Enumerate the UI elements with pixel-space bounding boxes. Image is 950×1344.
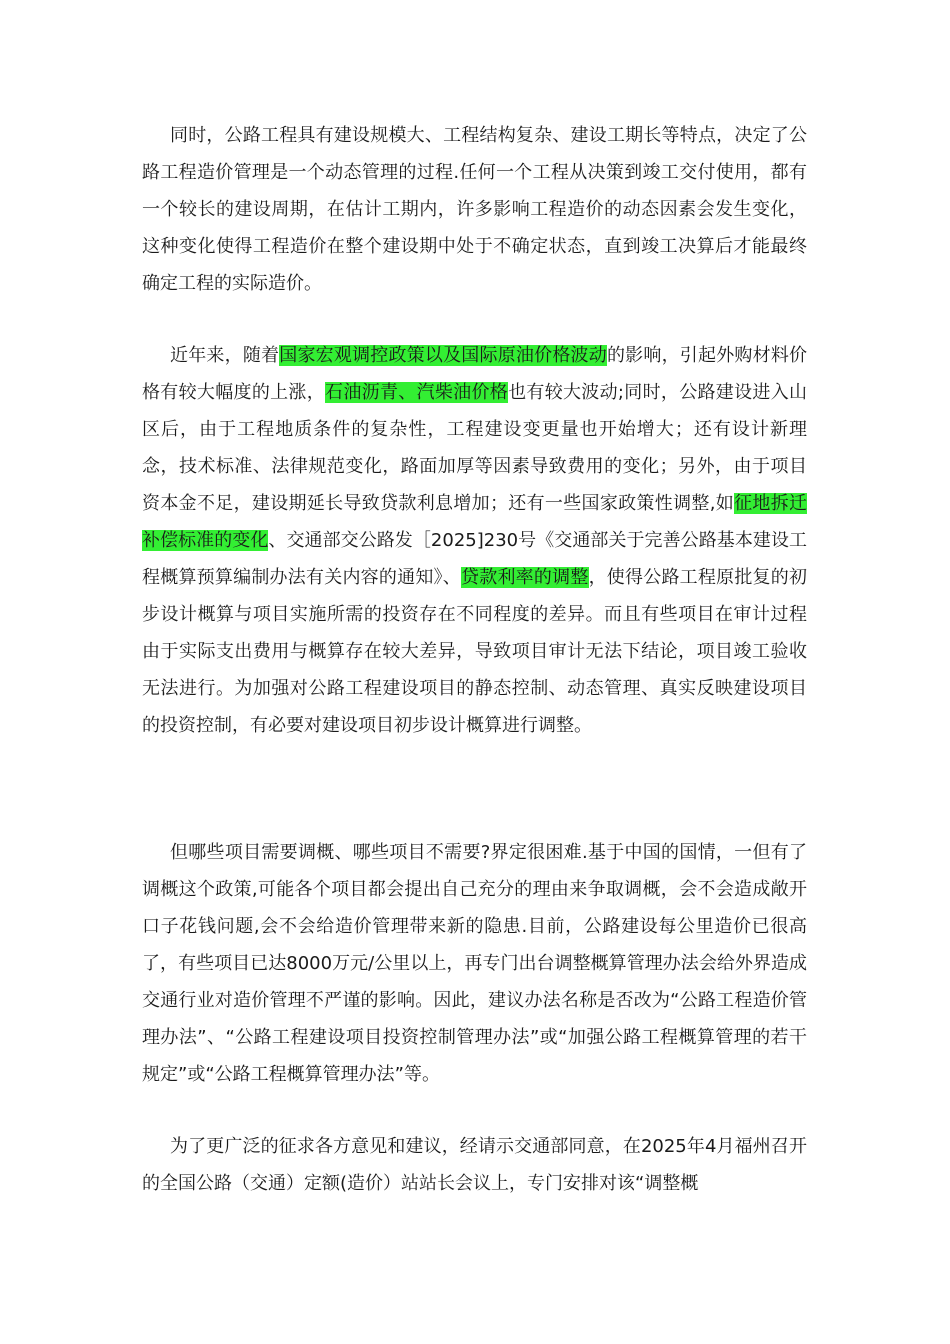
highlight-land-compensation: 征地拆迁补偿标准的变化	[142, 493, 808, 551]
paragraph-4: 为了更广泛的征求各方意见和建议，经请示交通部同意，在2025年4月福州召开的全国公路（交通）定额(造价）站站长会议上，专门安排对该“调整概	[142, 1136, 807, 1194]
highlight-loan-rate: 贷款利率的调整	[461, 567, 589, 588]
paragraph-1: 同时，公路工程具有建设规模大、工程结构复杂、建设工期长等特点，决定了公路工程造价管理是一个动态管理的过程.任何一个工程从决策到竣工交付使用，都有一个较长的建设周期，在估计工期内，许多影响工程造价的动态因素会发生变化，这种变化使得工程造价在整个建设期中处于不确定状态，直到竣工决算后才能最终确定工程的实际造价。	[142, 125, 807, 294]
paragraph-2-text-1: 近年来，随着	[170, 345, 280, 366]
paragraph-2	[142, 337, 807, 744]
paragraph-3: 但哪些项目需要调概、哪些项目不需要?界定很困难.基于中国的国情，一但有了调概这个政策,可能各个项目都会提出自己充分的理由来争取调概，会不会造成敞开口子花钱问题,会不会给造价管理带来新的隐患.目前，公路建设每公里造价已很高了，有些项目已达8000万元/公里以上，再专门出台调整概算管理办法会给外界造成交通行业对造价管理不严谨的影响。因此，建议办法名称是否改为“公路工程造价管理办法”、“公路工程建设项目投资控制管理办法”或“加强公路工程概算管理的若干规定”或“公路工程概算管理办法”等。	[142, 842, 807, 1085]
highlight-asphalt-fuel-price: 石油沥青、汽柴油价格	[325, 382, 509, 403]
paragraph-2-text-5: ，使得公路工程原批复的初步设计概算与项目实施所需的投资存在不同程度的差异。而且有些项目在审计过程由于实际支出费用与概算存在较大差异，导致项目审计无法下结论，项目竣工验收无法进行。为加强对公路工程建设项目的静态控制、动态管理、真实反映建设项目的投资控制，有必要对建设项目初步设计概算进行调整。	[142, 567, 808, 736]
paragraph-2-text-3: 也有较大波动;同时，公路建设进入山区后，由于工程地质条件的复杂性，工程建设变更量也开始增大；还有设计新理念，技术标准、法律规范变化，路面加厚等因素导致费用的变化；另外，由于项目资本金不足，建设期延长导致贷款利息增加；还有一些国家政策性调整,如	[142, 382, 808, 514]
paragraph-2-text-4: 、交通部交公路发［2025]230号《交通部关于完善公路基本建设工程概算预算编制办法有关内容的通知》、	[142, 530, 808, 588]
highlight-macro-policy: 国家宏观调控政策以及国际原油价格波动	[279, 345, 607, 366]
paragraph-2-text-2: 的影响，引起外购材料价格有较大幅度的上涨，	[142, 345, 808, 403]
